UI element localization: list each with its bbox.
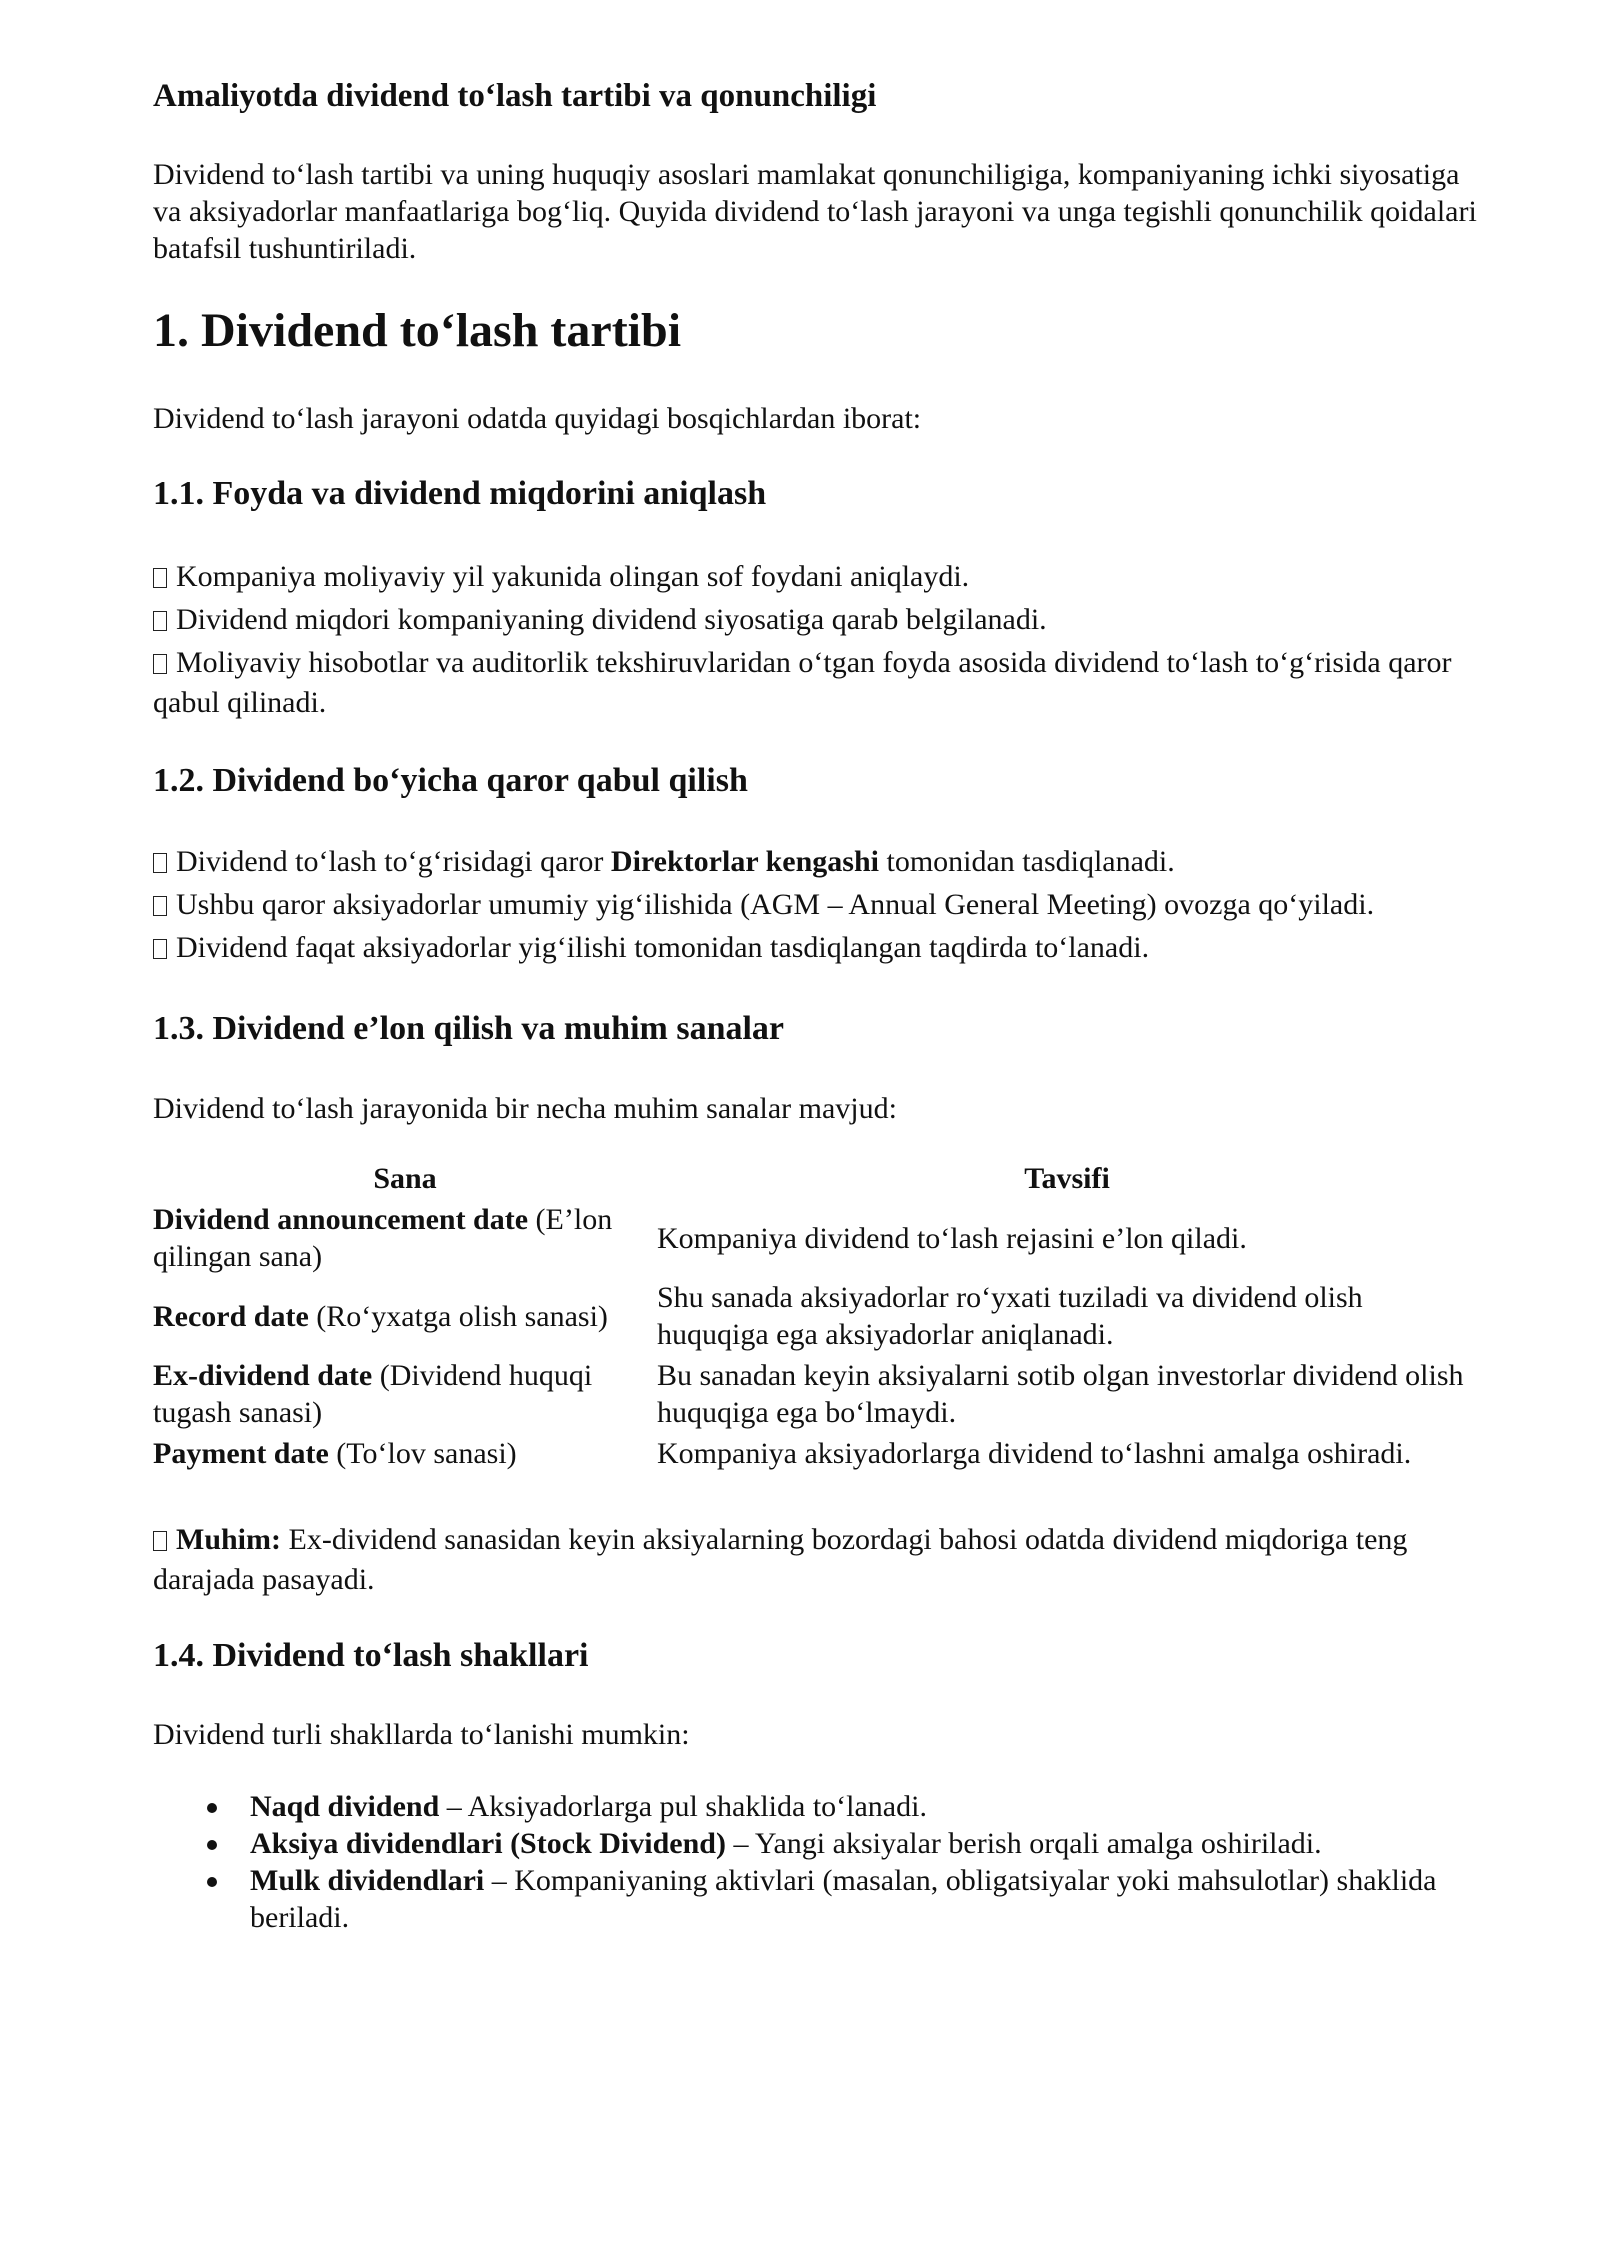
list-item: Naqd dividend – Aksiyadorlarga pul shaklida to‘lanadi. <box>153 1788 1483 1825</box>
note-label: Muhim: <box>176 1523 281 1556</box>
dates-table <box>153 1160 1477 1475</box>
section-1-4-heading: 1.4. Dividend to‘lash shakllari <box>153 1637 589 1674</box>
table-row <box>153 1200 1477 1278</box>
date-term-cell: Payment date (To‘lov sanasi) <box>153 1437 517 1470</box>
date-term-cell: Dividend announcement date (E’lon qilingan sana) <box>153 1203 613 1273</box>
date-term-cell: Ex-dividend date (Dividend huquqi tugash sanasi) <box>153 1359 593 1429</box>
section-1-1-heading: 1.1. Foyda va dividend miqdorini aniqlash <box>153 475 767 512</box>
intro-paragraph: Dividend to‘lash tartibi va uning huquqiy asoslari mamlakat qonunchiligiga, kompaniyaning ichki siyosatiga va aksiyadorlar manfaatlariga bog‘liq. Quyida dividend to‘lash jarayoni va unga tegishli qonunchilik qoidalari batafsil tushuntiriladi. <box>153 158 1477 265</box>
date-description-cell: Shu sanada aksiyadorlar ro‘yxati tuziladi va dividend olish huquqiga ega aksiyadorlar aniqlanadi. <box>657 1281 1363 1351</box>
section-1-3-heading: 1.3. Dividend e’lon qilish va muhim sanalar <box>153 1010 785 1047</box>
missing-glyph-box-icon <box>153 1531 167 1551</box>
missing-glyph-box-icon <box>153 654 167 674</box>
table-row <box>153 1434 1477 1475</box>
table-row <box>153 1278 1477 1356</box>
missing-glyph-box-icon <box>153 568 167 588</box>
missing-glyph-box-icon <box>153 611 167 631</box>
bullet-icon <box>207 1877 217 1887</box>
section-1-1-list <box>153 557 1483 726</box>
list-item: Ushbu qaror aksiyadorlar umumiy yig‘ilishida (AGM – Annual General Meeting) ovozga qo‘yiladi. <box>153 885 1483 925</box>
table-row <box>153 1356 1477 1434</box>
list-item: Dividend miqdori kompaniyaning dividend siyosatiga qarab belgilanadi. <box>153 600 1483 640</box>
date-description-cell: Bu sanadan keyin aksiyalarni sotib olgan investorlar dividend olish huquqiga ega bo‘lmaydi. <box>657 1359 1464 1429</box>
section-1-4-lead: Dividend turli shakllarda to‘lanishi mumkin: <box>153 1718 690 1751</box>
document-title: Amaliyotda dividend to‘lash tartibi va qonunchiligi <box>153 78 877 114</box>
missing-glyph-box-icon <box>153 896 167 916</box>
date-description-cell: Kompaniya dividend to‘lash rejasini e’lon qiladi. <box>657 1221 1247 1255</box>
list-item: Dividend faqat aksiyadorlar yig‘ilishi tomonidan tasdiqlangan taqdirda to‘lanadi. <box>153 928 1483 968</box>
section-1-lead: Dividend to‘lash jarayoni odatda quyidagi bosqichlardan iborat: <box>153 402 922 435</box>
bold-term: Direktorlar kengashi <box>610 845 879 878</box>
bullet-icon <box>207 1803 217 1813</box>
dividend-forms-list <box>153 1788 1483 1936</box>
column-header-sana: Sana <box>373 1162 437 1195</box>
section-1-2-list <box>153 842 1483 971</box>
list-item: Mulk dividendlari – Kompaniyaning aktivlari (masalan, obligatsiyalar yoki mahsulotlar) shaklida beriladi. <box>153 1862 1483 1936</box>
section-1-3-lead: Dividend to‘lash jarayonida bir necha muhim sanalar mavjud: <box>153 1092 897 1125</box>
date-term-cell: Record date (Ro‘yxatga olish sanasi) <box>153 1299 608 1333</box>
list-item: Aksiya dividendlari (Stock Dividend) – Yangi aksiyalar berish orqali amalga oshiriladi. <box>153 1825 1483 1862</box>
date-description-cell: Kompaniya aksiyadorlarga dividend to‘lashni amalga oshiradi. <box>657 1437 1412 1470</box>
missing-glyph-box-icon <box>153 939 167 959</box>
table-header-row <box>153 1160 1477 1200</box>
section-1-heading: 1. Dividend to‘lash tartibi <box>153 304 682 357</box>
bullet-icon <box>207 1840 217 1850</box>
missing-glyph-box-icon <box>153 853 167 873</box>
section-1-2-heading: 1.2. Dividend bo‘yicha qaror qabul qilish <box>153 762 748 799</box>
list-item: Moliyaviy hisobotlar va auditorlik tekshiruvlaridan o‘tgan foyda asosida dividend to‘lash to‘g‘risida qaror qabul qilinadi. <box>153 646 1452 719</box>
column-header-tavsifi: Tavsifi <box>1024 1162 1110 1195</box>
list-item: Dividend to‘lash to‘g‘risidagi qaror Direktorlar kengashi tomonidan tasdiqlanadi. <box>153 842 1483 882</box>
important-note: Muhim: Ex-dividend sanasidan keyin aksiyalarning bozordagi bahosi odatda dividend miqdoriga teng darajada pasayadi. <box>153 1523 1408 1596</box>
list-item: Kompaniya moliyaviy yil yakunida olingan sof foydani aniqlaydi. <box>153 557 1483 597</box>
